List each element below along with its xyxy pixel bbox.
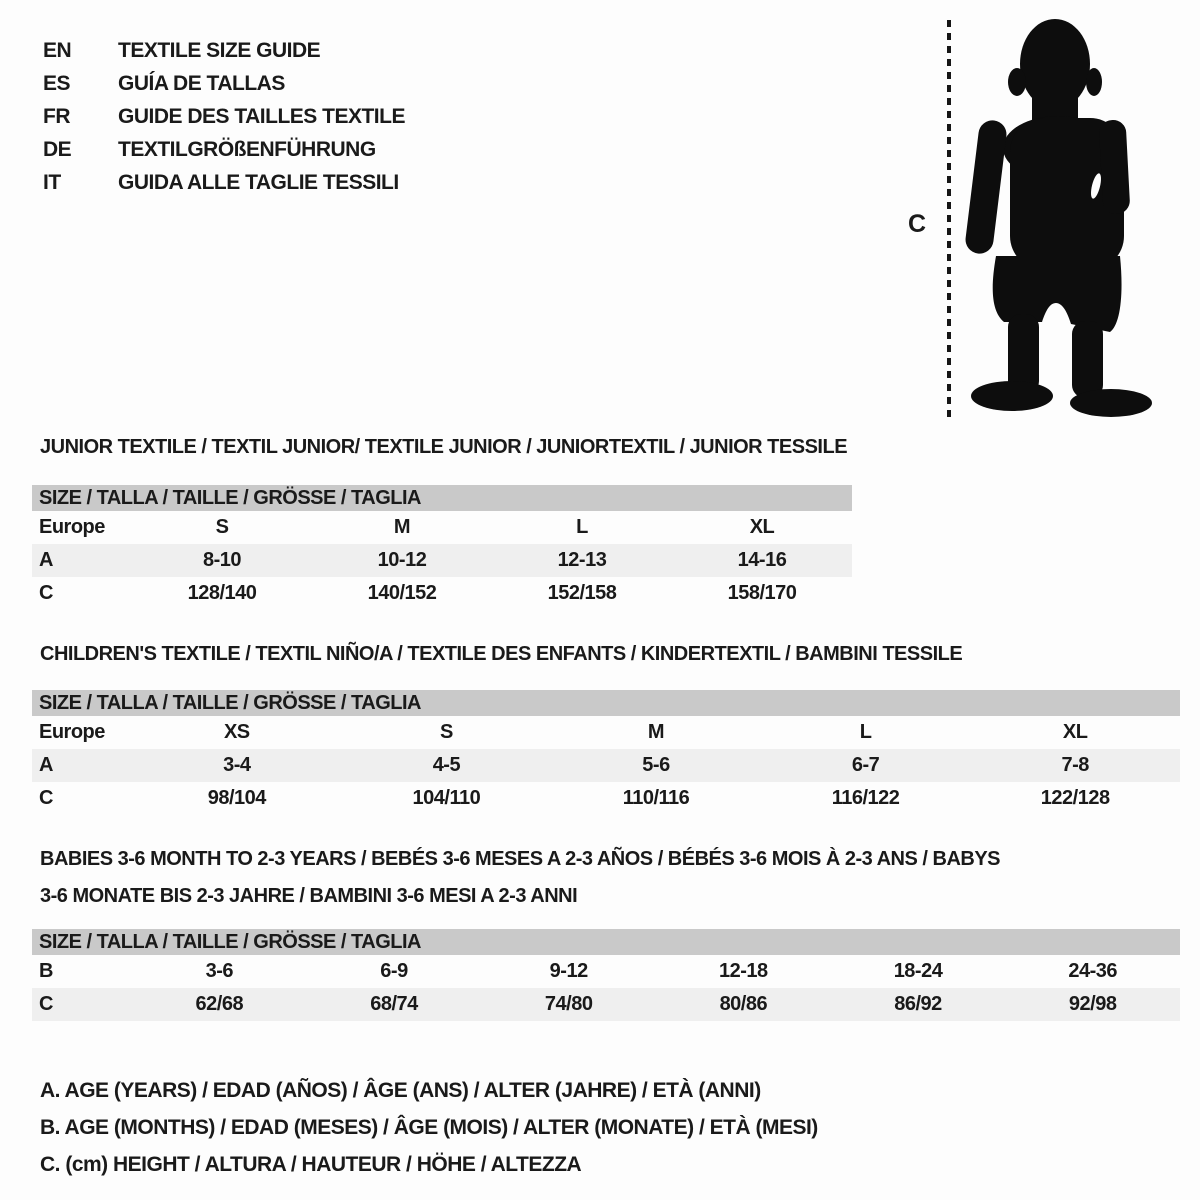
language-row (43, 67, 405, 100)
table-cell: 5-6 (642, 754, 670, 776)
row-label: C (39, 993, 53, 1015)
table-cell: 9-12 (549, 960, 588, 982)
table-row (32, 544, 852, 577)
table-cell: S (439, 721, 453, 743)
table-cell: 128/140 (187, 582, 257, 604)
table-row (32, 716, 1180, 749)
table-cell: 152/158 (547, 582, 617, 604)
table-row (32, 782, 1180, 815)
table-cell: 6-9 (380, 960, 408, 982)
language-list (43, 34, 405, 199)
language-code: IT (43, 171, 61, 194)
babies-size-table (32, 929, 1180, 1021)
legend (40, 1072, 818, 1183)
table-cell: 140/152 (367, 582, 437, 604)
language-title: GUIDE DES TAILLES TEXTILE (118, 105, 405, 128)
table-cell: 80/86 (719, 993, 768, 1015)
table-cell: 18-24 (893, 960, 943, 982)
table-row (32, 749, 1180, 782)
row-label: Europe (39, 721, 105, 743)
table-cell: 74/80 (544, 993, 593, 1015)
table-cell: 158/170 (727, 582, 797, 604)
table-cell: 10-12 (377, 549, 427, 571)
row-label: B (39, 960, 53, 982)
language-row (43, 133, 405, 166)
section-title-junior: JUNIOR TEXTILE / TEXTIL JUNIOR/ TEXTILE JUNIOR / JUNIORTEXTIL / JUNIOR TESSILE (40, 436, 848, 458)
language-code: FR (43, 105, 70, 128)
legend-line-age-months: B. AGE (MONTHS) / EDAD (MESES) / ÂGE (MOIS) / ALTER (MONATE) / ETÀ (MESI) (40, 1116, 818, 1139)
language-row (43, 100, 405, 133)
table-cell: S (215, 516, 229, 538)
table-cell: XL (749, 516, 775, 538)
language-row (43, 166, 405, 199)
table-row (32, 955, 1180, 988)
legend-line-age-years: A. AGE (YEARS) / EDAD (AÑOS) / ÂGE (ANS) / ALTER (JAHRE) / ETÀ (ANNI) (40, 1079, 761, 1102)
table-cell: 116/122 (831, 787, 900, 809)
language-code: EN (43, 39, 72, 62)
language-code: DE (43, 138, 72, 161)
table-cell: XL (1062, 721, 1088, 743)
height-c-label: C (908, 210, 926, 238)
table-cell: XS (223, 721, 250, 743)
height-dashed-line-icon (947, 20, 951, 418)
children-size-table (32, 690, 1180, 815)
table-cell: 7-8 (1061, 754, 1089, 776)
table-cell: 110/116 (622, 787, 690, 809)
row-label: A (39, 549, 53, 571)
section-title-babies: BABIES 3-6 MONTH TO 2-3 YEARS / BEBÉS 3-6 MESES A 2-3 AÑOS / BÉBÉS 3-6 MOIS À 2-3 ANS / BABYS 3-6 MONATE BIS 2-3 JAHRE / BAMBINI 3-6 MESI A 2-3 ANNI (40, 848, 1001, 907)
table-row (32, 577, 852, 610)
language-code: ES (43, 72, 71, 95)
table-cell: 8-10 (202, 549, 242, 571)
size-header-bar: SIZE / TALLA / TAILLE / GRÖSSE / TAGLIA (32, 485, 852, 511)
row-label: Europe (39, 516, 105, 538)
table-row (32, 988, 1180, 1021)
row-label: C (39, 582, 53, 604)
table-cell: 3-6 (205, 960, 234, 982)
table-cell: 104/110 (412, 787, 481, 809)
toddler-silhouette-icon (962, 18, 1162, 418)
language-row (43, 34, 405, 67)
legend-line-height: C. (cm) HEIGHT / ALTURA / HAUTEUR / HÖHE / ALTEZZA (40, 1153, 582, 1176)
table-cell: L (859, 721, 872, 743)
language-title: GUIDA ALLE TAGLIE TESSILI (118, 171, 399, 194)
table-cell: 4-5 (432, 754, 461, 776)
junior-size-table (32, 485, 852, 610)
table-cell: M (393, 516, 411, 538)
table-cell: 122/128 (1040, 787, 1110, 809)
table-cell: 24-36 (1068, 960, 1118, 982)
table-cell: 14-16 (737, 549, 787, 571)
row-label: C (39, 787, 53, 809)
table-cell: 86/92 (894, 993, 942, 1015)
table-cell: 12-18 (719, 960, 768, 982)
table-cell: 62/68 (195, 993, 244, 1015)
table-cell: L (576, 516, 588, 538)
table-cell: 92/98 (1068, 993, 1117, 1015)
table-row (32, 511, 852, 544)
table-cell: 68/74 (370, 993, 418, 1015)
size-header-bar: SIZE / TALLA / TAILLE / GRÖSSE / TAGLIA (32, 929, 1180, 955)
language-title: TEXTILGRÖßENFÜHRUNG (118, 138, 376, 161)
size-header-bar: SIZE / TALLA / TAILLE / GRÖSSE / TAGLIA (32, 690, 1180, 716)
table-cell: 12-13 (557, 549, 607, 571)
table-cell: M (647, 721, 665, 743)
language-title: GUÍA DE TALLAS (118, 72, 285, 95)
language-title: TEXTILE SIZE GUIDE (118, 39, 321, 62)
table-cell: 6-7 (851, 754, 880, 776)
table-cell: 3-4 (223, 754, 251, 776)
table-cell: 98/104 (207, 787, 266, 809)
section-title-children: CHILDREN'S TEXTILE / TEXTIL NIÑO/A / TEXTILE DES ENFANTS / KINDERTEXTIL / BAMBINI TESSILE (40, 643, 963, 665)
row-label: A (39, 754, 53, 776)
